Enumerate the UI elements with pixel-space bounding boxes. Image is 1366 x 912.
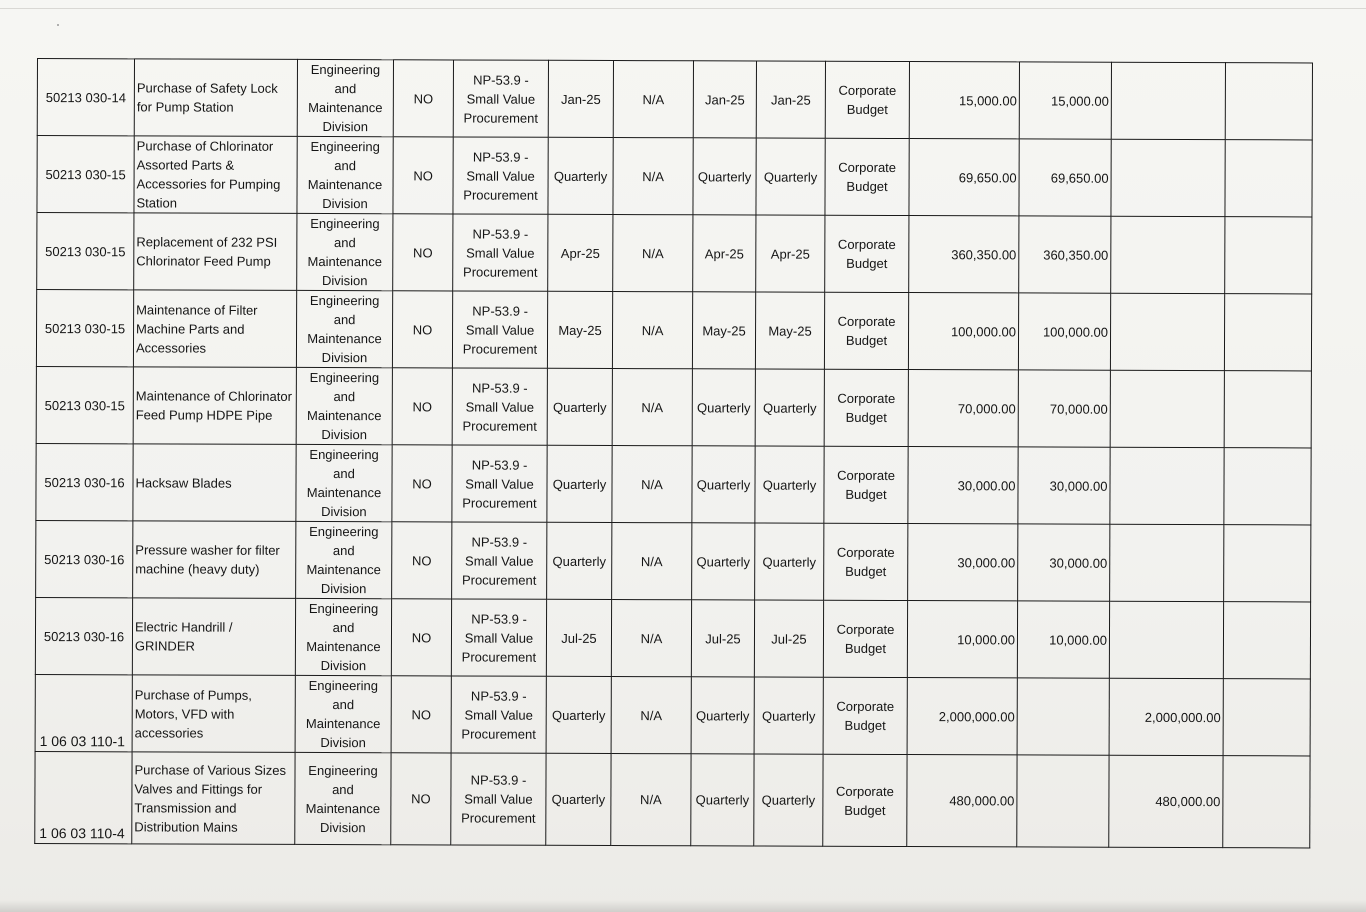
mooe-amount-cell: 360,350.00 (1019, 216, 1111, 293)
sub-open-bids-cell: Quarterly (692, 523, 755, 600)
page-top-edge (0, 8, 1366, 9)
ads-post-cell: N/A (612, 292, 692, 369)
ads-post-cell: N/A (613, 61, 693, 138)
description-cell: Maintenance of Filter Machine Parts and Accessories (133, 290, 296, 368)
table-row (37, 136, 1312, 217)
remarks-cell (1225, 217, 1312, 294)
end-user-cell: Engineering and Maintenance Division (295, 752, 391, 844)
end-user-cell: Engineering and Maintenance Division (296, 367, 392, 444)
source-of-funds-cell: Corporate Budget (824, 369, 908, 446)
notice-award-cell: Jan-25 (756, 61, 825, 138)
sub-open-bids-cell: Apr-25 (693, 215, 756, 292)
table-row (35, 597, 1310, 678)
description-cell: Electric Handrill / GRINDER (132, 598, 295, 676)
sub-open-bids-cell: Jan-25 (693, 61, 756, 138)
sub-open-bids-cell: Quarterly (692, 369, 755, 446)
early-procurement-cell: NO (391, 753, 451, 845)
procurement-mode-cell: NP-53.9 - Small Value Procurement (452, 368, 547, 445)
source-of-funds-cell: Corporate Budget (825, 61, 909, 138)
notice-award-cell: Quarterly (755, 523, 824, 600)
ads-post-cell: N/A (612, 369, 692, 446)
procurement-mode-cell: NP-53.9 - Small Value Procurement (453, 214, 548, 291)
end-user-cell: Engineering and Maintenance Division (297, 59, 393, 136)
remarks-cell (1223, 602, 1310, 679)
sub-open-bids-cell: Quarterly (693, 138, 756, 215)
early-procurement-cell: NO (391, 676, 451, 753)
remarks-cell (1225, 140, 1312, 217)
source-of-funds-cell: Corporate Budget (824, 292, 908, 369)
end-user-cell: Engineering and Maintenance Division (296, 521, 392, 598)
end-user-cell: Engineering and Maintenance Division (297, 213, 393, 290)
total-amount-cell: 30,000.00 (908, 524, 1018, 601)
ads-post-cell: N/A (611, 754, 691, 846)
mooe-amount-cell: 70,000.00 (1018, 370, 1110, 447)
remarks-cell (1223, 756, 1310, 848)
description-cell: Hacksaw Blades (133, 444, 296, 522)
mooe-amount-cell (1017, 678, 1109, 755)
table-row (36, 443, 1311, 524)
description-cell: Replacement of 232 PSI Chlorinator Feed Pump (134, 213, 297, 291)
description-cell: Purchase of Chlorinator Assorted Parts & Accessories for Pumping Station (134, 136, 297, 214)
paper-speck (57, 24, 59, 26)
description-cell: Maintenance of Chlorinator Feed Pump HDPE Pipe (133, 367, 296, 445)
remarks-cell (1224, 371, 1311, 448)
description-cell: Pressure washer for filter machine (heavy duty) (133, 521, 296, 599)
co-amount-cell: 480,000.00 (1109, 755, 1223, 847)
procurement-mode-cell: NP-53.9 - Small Value Procurement (451, 676, 546, 753)
pre-proc-conference-cell: Quarterly (548, 137, 613, 214)
table-row (35, 674, 1310, 755)
source-of-funds-cell: Corporate Budget (823, 677, 907, 754)
account-code-cell: 50213 030-16 (36, 443, 133, 520)
total-amount-cell: 30,000.00 (908, 447, 1018, 524)
description-cell: Purchase of Safety Lock for Pump Station (134, 59, 297, 137)
mooe-amount-cell: 30,000.00 (1018, 524, 1110, 601)
end-user-cell: Engineering and Maintenance Division (295, 675, 391, 752)
total-amount-cell: 15,000.00 (909, 62, 1019, 139)
procurement-mode-cell: NP-53.9 - Small Value Procurement (452, 291, 547, 368)
account-code-cell: 50213 030-15 (36, 366, 133, 443)
early-procurement-cell: NO (392, 368, 452, 445)
account-code-cell: 50213 030-14 (37, 59, 134, 136)
early-procurement-cell: NO (393, 214, 453, 291)
ads-post-cell: N/A (612, 523, 692, 600)
source-of-funds-cell: Corporate Budget (825, 138, 909, 215)
procurement-mode-cell: NP-53.9 - Small Value Procurement (451, 599, 546, 676)
procurement-plan-table (34, 58, 1313, 848)
source-of-funds-cell: Corporate Budget (823, 600, 907, 677)
account-code-cell: 50213 030-15 (36, 290, 133, 367)
procurement-mode-cell: NP-53.9 - Small Value Procurement (452, 445, 547, 522)
remarks-cell (1223, 679, 1310, 756)
early-procurement-cell: NO (392, 445, 452, 522)
table-row (36, 520, 1311, 601)
source-of-funds-cell: Corporate Budget (825, 215, 909, 292)
pre-proc-conference-cell: Quarterly (546, 676, 611, 753)
total-amount-cell: 360,350.00 (909, 216, 1019, 293)
notice-award-cell: Quarterly (754, 754, 823, 846)
end-user-cell: Engineering and Maintenance Division (296, 444, 392, 521)
pre-proc-conference-cell: Quarterly (547, 522, 612, 599)
early-procurement-cell: NO (392, 291, 452, 368)
mooe-amount-cell: 69,650.00 (1019, 139, 1111, 216)
total-amount-cell: 480,000.00 (907, 755, 1017, 847)
co-amount-cell: 2,000,000.00 (1109, 678, 1223, 755)
sub-open-bids-cell: Quarterly (692, 446, 755, 523)
early-procurement-cell: NO (393, 137, 453, 214)
notice-award-cell: May-25 (755, 292, 824, 369)
sub-open-bids-cell: Jul-25 (691, 600, 754, 677)
account-code-cell: 50213 030-16 (36, 520, 133, 597)
remarks-cell (1224, 525, 1311, 602)
table-body (35, 59, 1313, 848)
ads-post-cell: N/A (611, 677, 691, 754)
table-row (35, 751, 1310, 847)
pre-proc-conference-cell: Quarterly (547, 445, 612, 522)
remarks-cell (1225, 63, 1312, 140)
end-user-cell: Engineering and Maintenance Division (295, 598, 391, 675)
table-row (36, 366, 1311, 447)
notice-award-cell: Apr-25 (756, 215, 825, 292)
account-code-cell: 1 06 03 110-1 (35, 674, 132, 751)
account-code-cell: 50213 030-16 (35, 597, 132, 674)
pre-proc-conference-cell: Quarterly (546, 753, 611, 845)
co-amount-cell (1110, 524, 1224, 601)
early-procurement-cell: NO (391, 599, 451, 676)
co-amount-cell (1110, 370, 1224, 447)
notice-award-cell: Quarterly (756, 138, 825, 215)
mooe-amount-cell (1017, 755, 1109, 847)
remarks-cell (1224, 294, 1311, 371)
early-procurement-cell: NO (392, 522, 452, 599)
sub-open-bids-cell: Quarterly (691, 754, 754, 846)
pre-proc-conference-cell: Quarterly (547, 368, 612, 445)
table-row (36, 290, 1311, 371)
total-amount-cell: 2,000,000.00 (907, 678, 1017, 755)
source-of-funds-cell: Corporate Budget (823, 754, 907, 846)
total-amount-cell: 10,000.00 (907, 601, 1017, 678)
ads-post-cell: N/A (613, 138, 693, 215)
co-amount-cell (1111, 62, 1225, 139)
table-row (37, 213, 1312, 294)
procurement-mode-cell: NP-53.9 - Small Value Procurement (452, 522, 547, 599)
remarks-cell (1224, 448, 1311, 525)
sub-open-bids-cell: Quarterly (691, 677, 754, 754)
mooe-amount-cell: 10,000.00 (1017, 601, 1109, 678)
ads-post-cell: N/A (611, 600, 691, 677)
account-code-cell: 1 06 03 110-4 (35, 751, 132, 843)
notice-award-cell: Jul-25 (754, 600, 823, 677)
mooe-amount-cell: 15,000.00 (1019, 62, 1111, 139)
mooe-amount-cell: 100,000.00 (1018, 293, 1110, 370)
early-procurement-cell: NO (393, 60, 453, 137)
co-amount-cell (1110, 447, 1224, 524)
page-bottom-shadow (0, 900, 1366, 912)
pre-proc-conference-cell: May-25 (547, 291, 612, 368)
pre-proc-conference-cell: Jul-25 (546, 599, 611, 676)
description-cell: Purchase of Pumps, Motors, VFD with accessories (132, 675, 295, 753)
procurement-mode-cell: NP-53.9 - Small Value Procurement (451, 753, 546, 845)
ads-post-cell: N/A (613, 215, 693, 292)
end-user-cell: Engineering and Maintenance Division (296, 290, 392, 367)
pre-proc-conference-cell: Jan-25 (548, 60, 613, 137)
total-amount-cell: 100,000.00 (908, 293, 1018, 370)
co-amount-cell (1111, 216, 1225, 293)
co-amount-cell (1110, 293, 1224, 370)
total-amount-cell: 69,650.00 (909, 139, 1019, 216)
sub-open-bids-cell: May-25 (692, 292, 755, 369)
table-row (37, 59, 1312, 140)
source-of-funds-cell: Corporate Budget (824, 523, 908, 600)
procurement-mode-cell: NP-53.9 - Small Value Procurement (453, 60, 548, 137)
notice-award-cell: Quarterly (754, 677, 823, 754)
procurement-mode-cell: NP-53.9 - Small Value Procurement (453, 137, 548, 214)
co-amount-cell (1109, 601, 1223, 678)
description-cell: Purchase of Various Sizes Valves and Fittings for Transmission and Distribution Mains (132, 752, 295, 845)
mooe-amount-cell: 30,000.00 (1018, 447, 1110, 524)
notice-award-cell: Quarterly (755, 446, 824, 523)
source-of-funds-cell: Corporate Budget (824, 446, 908, 523)
account-code-cell: 50213 030-15 (37, 213, 134, 290)
end-user-cell: Engineering and Maintenance Division (297, 136, 393, 213)
pre-proc-conference-cell: Apr-25 (548, 214, 613, 291)
notice-award-cell: Quarterly (755, 369, 824, 446)
total-amount-cell: 70,000.00 (908, 370, 1018, 447)
ads-post-cell: N/A (612, 446, 692, 523)
account-code-cell: 50213 030-15 (37, 136, 134, 213)
co-amount-cell (1111, 139, 1225, 216)
